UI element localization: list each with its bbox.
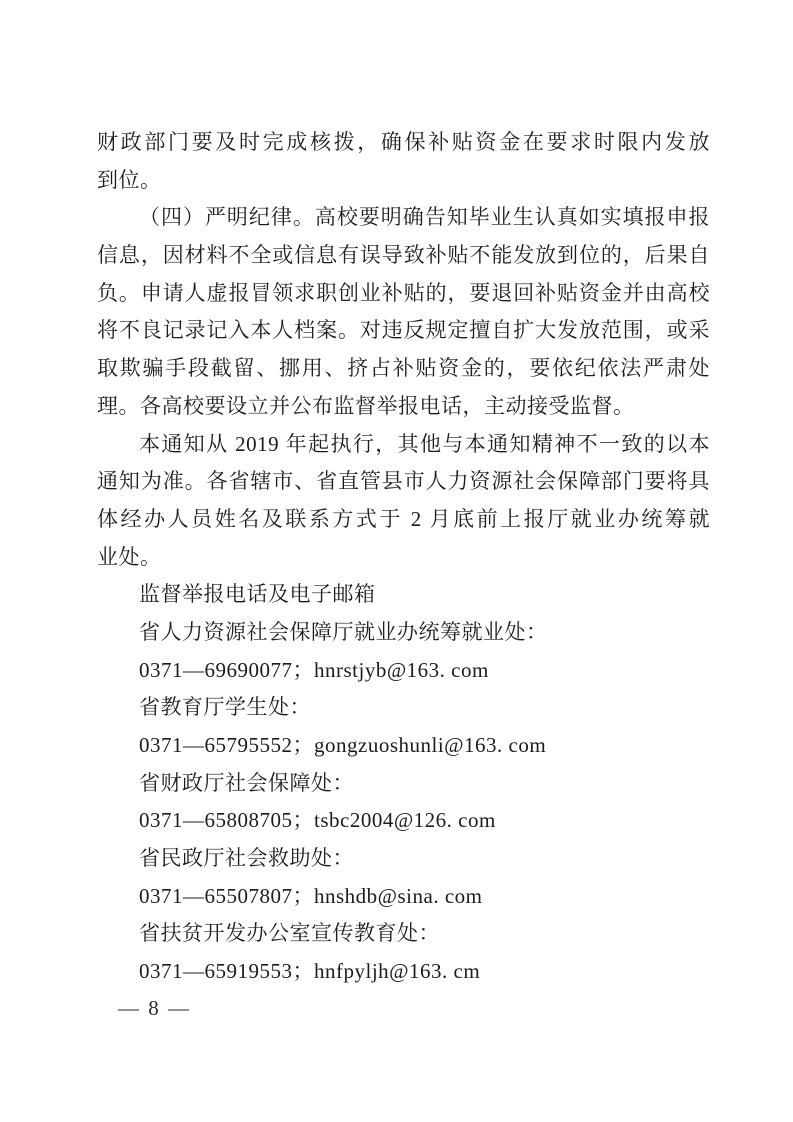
phone-email-line: 0371—69690077；hnrstjyb@163. com [139, 657, 489, 682]
paragraph-line: 负。申请人虚报冒领求职创业补贴的，要退回补贴资金并由高校 [97, 280, 710, 305]
paragraph-line: 到位。 [97, 167, 162, 192]
contact-department: 省人力资源社会保障厅就业办统筹就业处： [139, 619, 548, 644]
paragraph-line: 财政部门要及时完成核拨，确保补贴资金在要求时限内发放 [97, 130, 710, 154]
paragraph-line: 通知为准。各省辖市、省直管县市人力资源社会保障部门要将具 [97, 469, 710, 494]
contact-department: 省财政厅社会保障处： [139, 770, 354, 795]
paragraph-line: 取欺骗手段截留、挪用、挤占补贴资金的，要依纪依法严肃处 [97, 356, 710, 381]
paragraph-line: 本通知从 2019 年起执行，其他与本通知精神不一致的以本 [139, 431, 710, 456]
page-number: — 8 — [118, 996, 191, 1020]
paragraph-line: 理。各高校要设立并公布监督举报电话，主动接受监督。 [97, 393, 635, 418]
contact-department: 省教育厅学生处： [139, 695, 311, 720]
contact-department: 省民政厅社会救助处： [139, 846, 354, 871]
phone-email-line: 0371—65507807；hnshdb@sina. com [139, 883, 483, 908]
paragraph-line: （四）严明纪律。高校要明确告知毕业生认真如实填报申报 [139, 205, 710, 230]
paragraph-line: 业处。 [97, 544, 162, 569]
contact-department: 省扶贫开发办公室宣传教育处： [139, 921, 440, 946]
phone-email-line: 0371—65795552；gongzuoshunli@163. com [139, 733, 547, 757]
contact-section-title: 监督举报电话及电子邮箱 [139, 582, 376, 607]
paragraph-line: 信息，因材料不全或信息有误导致补贴不能发放到位的，后果自 [97, 243, 710, 268]
phone-email-line: 0371—65919553；hnfpyljh@163. cm [139, 959, 481, 984]
paragraph-line: 体经办人员姓名及联系方式于 2 月底前上报厅就业办统筹就 [97, 506, 710, 531]
phone-email-line: 0371—65808705；tsbc2004@126. com [139, 808, 496, 833]
text-block [97, 124, 710, 991]
paragraph-line: 将不良记录记入本人档案。对违反规定擅自扩大发放范围，或采 [97, 318, 710, 343]
